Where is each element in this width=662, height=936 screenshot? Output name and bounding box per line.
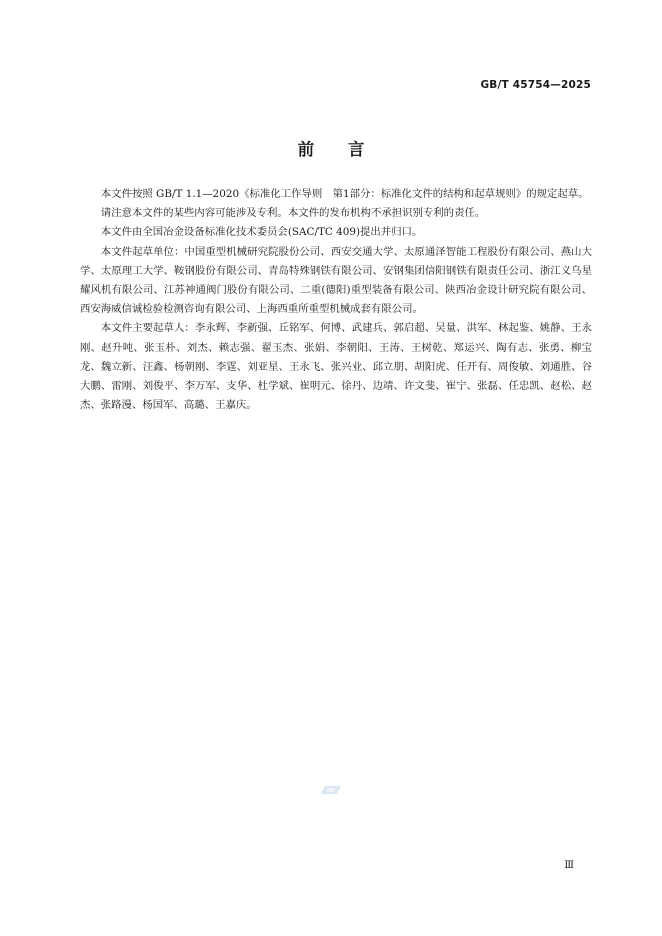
page-number: Ⅲ	[564, 860, 573, 871]
paragraph-proposer: 本文件由全国冶金设备标准化技术委员会(SAC/TC 409)提出并归口。	[100, 226, 423, 239]
sac-logo-watermark-icon	[319, 784, 343, 796]
paragraph-patent-notice: 请注意本文件的某些内容可能涉及专利。本文件的发布机构不承担识别专利的责任。	[100, 207, 486, 220]
standard-code: GB/T 45754—2025	[480, 79, 591, 91]
paragraph-drafting-rules: 本文件按照 GB/T 1.1—2020《标准化工作导则 第1部分：标准化文件的结构和起草规则》的规定起草。	[100, 188, 589, 200]
paragraph-drafters: 本文件主要起草人：李永辉、李新强、丘铭军、何博、武建兵、郭启超、吴量、洪军、林起鉴、姚静、王永刚、赵升吨、张玉朴、刘杰、赖志强、翟玉杰、张娟、李朝阳、王涛、王树乾、郑运兴、陶有志、张勇、柳宝龙、魏立新、汪鑫、杨朝刚、李霆、刘亚星、王永飞、张兴业、邱立朋、胡阳虎、任开有、周俊敏、刘通胜、谷大鹏、雷刚、刘俊平、李万军、支华、杜学斌、崔明元、徐丹、边靖、许文斐、崔宁、张磊、任忠凯、赵松、赵杰、张路漫、杨国军、高璐、王嘉庆。	[80, 322, 592, 412]
foreword-body	[80, 185, 592, 415]
paragraph-drafting-units: 本文件起草单位：中国重型机械研究院股份公司、西安交通大学、太原通泽智能工程股份有限公司、燕山大学、太原理工大学、鞍钢股份有限公司、青岛特殊钢铁有限公司、安钢集团信阳钢铁有限责任公司、浙江义乌星耀风机有限公司、江苏神通阀门股份有限公司、二重(德阳)重型装备有限公司、陕西冶金设计研究院有限公司、西安海威信诚检验检测咨询有限公司、上海西重所重型机械成套有限公司。	[80, 245, 592, 316]
page-title: 前 言	[297, 140, 365, 159]
